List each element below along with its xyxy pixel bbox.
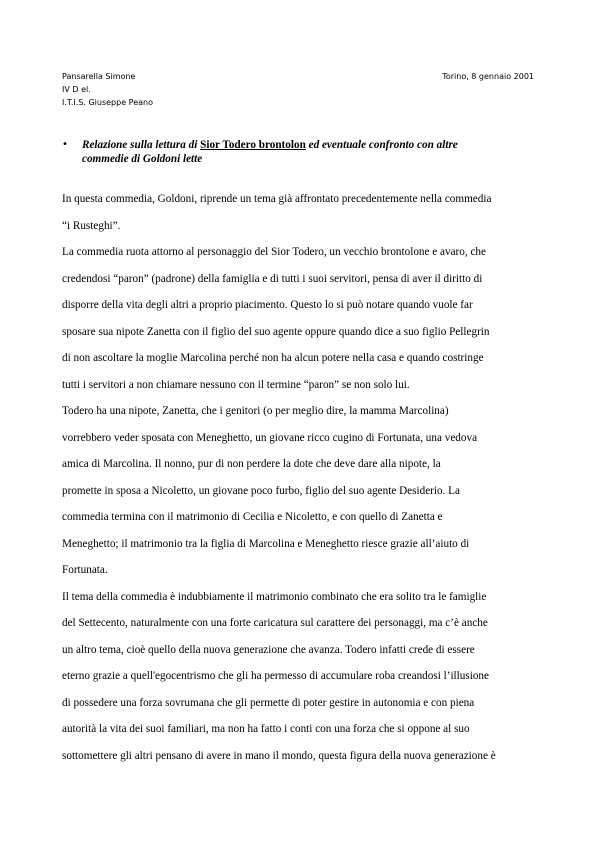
document-header (62, 70, 534, 109)
body-line: credendosi “paron” (padrone) della famiglia e di tutti i suoi servitori, pensa di aver il diritto di (62, 272, 483, 285)
body-line: vorrebbero veder sposata con Meneghetto, un giovane ricco cugino di Fortunata, una vedova (62, 431, 478, 444)
body-line: Fortunata. (62, 564, 108, 576)
body-line: sposare sua nipote Zanetta con il figlio del suo agente oppure quando dice a suo figlio Pellegrin (62, 325, 490, 338)
body-line: un altro tema, cioè quello della nuova generazione che avanza. Todero infatti crede di essere (62, 643, 475, 656)
body-line: Il tema della commedia è indubbiamente il matrimonio combinato che era solito tra le famiglie (62, 590, 487, 603)
school-name: I.T.I.S. Giuseppe Peano (62, 98, 153, 107)
title-text (62, 138, 532, 166)
body-line: di non ascoltare la moglie Marcolina perché non ha alcun potere nella casa e quando costringe (62, 352, 484, 364)
title-prefix: Relazione sulla lettura di (82, 139, 201, 151)
body-line: promette in sposa a Nicoletto, un giovane poco furbo, figlio del suo agente Desiderio. La (62, 484, 460, 497)
document-title (62, 138, 532, 166)
title-line-2: commedie di Goldoni lette (82, 153, 203, 165)
body-line: sottomettere gli altri pensano di avere in mano il mondo, questa figura della nuova generazione è (62, 749, 496, 762)
body-line: autorità la vita dei suoi familiari, ma non ha fatto i conti con una forza che si oppone al suo (62, 723, 470, 735)
header-row-2 (62, 83, 534, 96)
body-line: La commedia ruota attorno al personaggio del Sior Todero, un vecchio brontolone e avaro, che (62, 246, 486, 258)
title-suffix: ed eventuale confronto con altre (305, 139, 458, 151)
body-line: del Settecento, naturalmente con una forte caricatura sul carattere dei personaggi, ma c’è anche (62, 617, 488, 629)
bullet-icon: • (62, 139, 68, 150)
body-line: “i Rusteghi”. (62, 219, 121, 232)
class-name: IV D el. (62, 85, 91, 94)
body-line: Todero ha una nipote, Zanetta, che i genitori (o per meglio dire, la mamma Marcolina) (62, 405, 449, 417)
title-work: Sior Todero brontolon (200, 139, 306, 151)
body-line: In questa commedia, Goldoni, riprende un tema già affrontato precedentemente nella commedia (62, 193, 492, 205)
place-date: Torino, 8 gennaio 2001 (442, 72, 534, 81)
body-line: di possedere una forza sovrumana che gli permette di poter gestire in autonomia e con piena (62, 696, 475, 709)
author-name: Pansarella Simone (62, 72, 136, 81)
document-body (62, 186, 536, 769)
header-row-1 (62, 70, 534, 83)
body-line: disporre della vita degli altri a proprio piacimento. Questo lo si può notare quando vuole far (62, 299, 473, 311)
body-line: tutti i servitori a non chiamare nessuno con il termine “paron” se non solo lui. (62, 378, 410, 391)
body-line: Meneghetto; il matrimonio tra la figlia di Marcolina e Meneghetto riesce grazie all’aiuto di (62, 537, 470, 550)
body-line: commedia termina con il matrimonio di Cecilia e Nicoletto, e con quello di Zanetta e (62, 511, 443, 523)
header-row-3 (62, 96, 534, 109)
body-line: eterno grazie a quell'egocentrismo che gli ha permesso di accumulare roba creandosi l’illusione (62, 670, 489, 682)
body-line: amica di Marcolina. Il nonno, pur di non perdere la dote che deve dare alla nipote, la (62, 458, 441, 470)
